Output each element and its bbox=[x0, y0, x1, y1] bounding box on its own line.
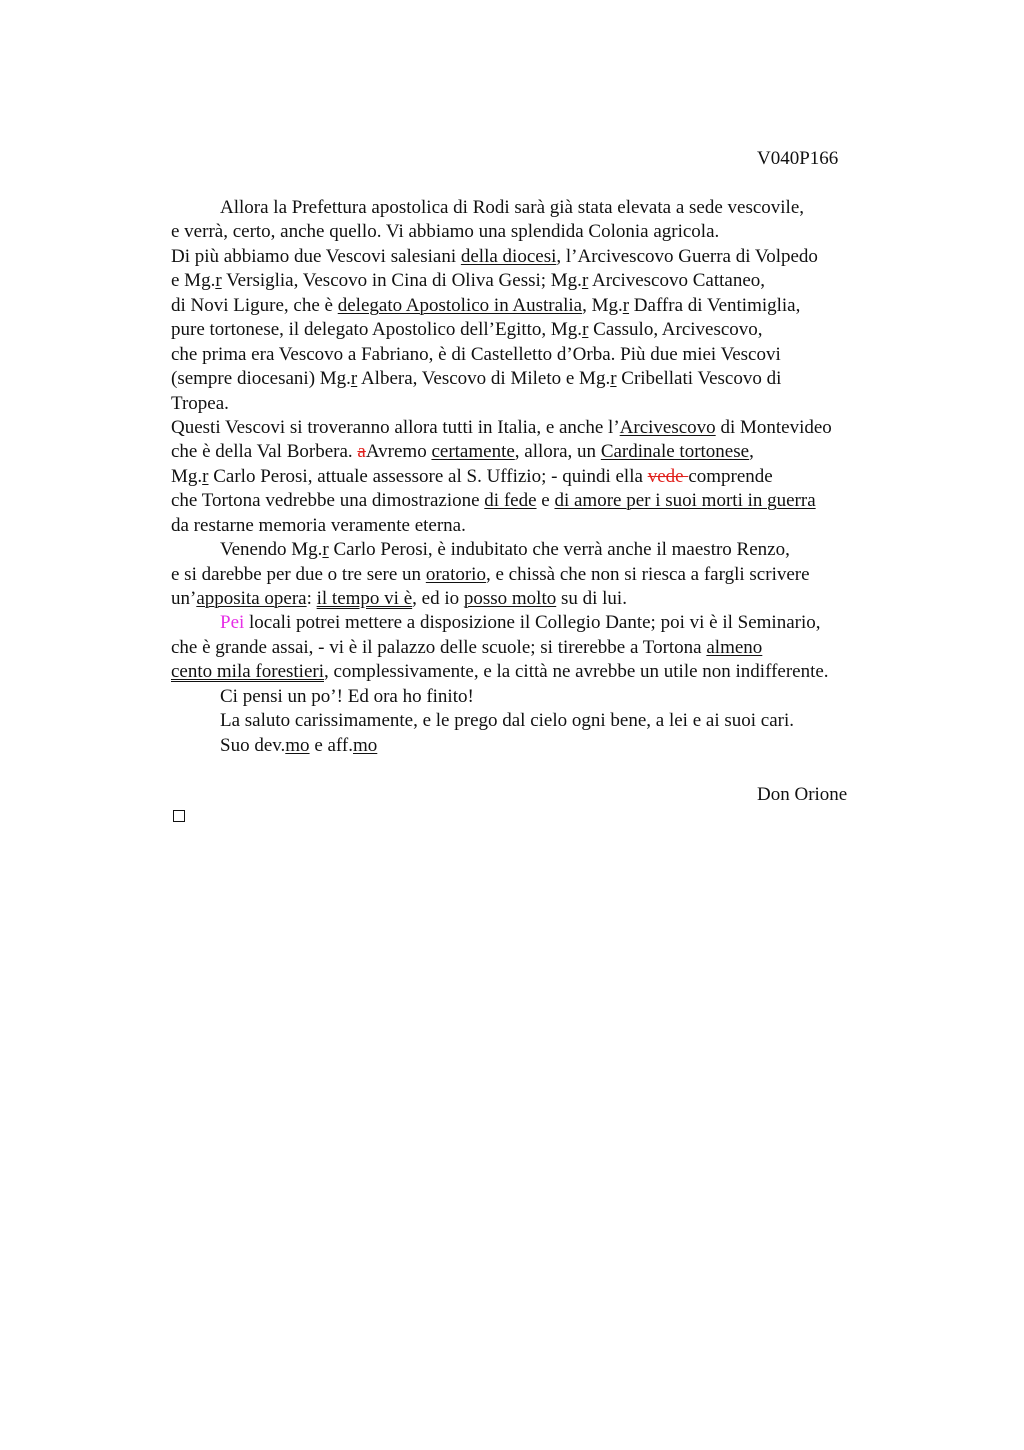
text-run: La saluto carissimamente, e le prego dal cielo ogni bene, a lei e ai suoi cari. bbox=[220, 710, 794, 732]
text-line bbox=[171, 660, 911, 684]
underlined-text: certamente bbox=[431, 441, 515, 463]
text-line bbox=[171, 220, 911, 244]
text-run: Mg. bbox=[171, 465, 203, 487]
text-run: , e chissà che non si riesca a fargli scrivere bbox=[485, 563, 810, 585]
text-run: un’ bbox=[171, 588, 197, 609]
text-run: Daffra di Ventimiglia, bbox=[629, 294, 801, 316]
signature: Don Orione bbox=[757, 784, 848, 805]
text-run: di Novi Ligure, che è bbox=[171, 294, 338, 316]
underlined-text: apposita opera bbox=[196, 588, 307, 609]
text-run: Arcivescovo Cattaneo, bbox=[588, 270, 766, 292]
letter-body bbox=[171, 196, 911, 758]
underlined-text: almeno bbox=[706, 636, 763, 658]
text-line bbox=[171, 416, 911, 440]
text-run: e Mg. bbox=[171, 270, 216, 292]
text-run: Cribellati Vescovo di bbox=[616, 368, 782, 390]
text-run: , complessivamente, e la città ne avrebbe un utile non indifferente. bbox=[324, 661, 829, 683]
text-run: che è grande assai, - vi è il palazzo delle scuole; si tirerebbe a Tortona bbox=[171, 636, 707, 658]
text-run: , Mg. bbox=[582, 294, 623, 316]
text-line bbox=[171, 538, 911, 562]
underlined-text: Arcivescovo bbox=[619, 416, 716, 438]
text-run: Ci pensi un po’! Ed ora ho finito! bbox=[220, 685, 474, 707]
underlined-text: posso molto bbox=[463, 588, 557, 609]
text-line bbox=[171, 392, 911, 416]
underlined-text: r bbox=[202, 465, 209, 487]
text-line bbox=[171, 611, 911, 635]
underlined-text: della diocesi bbox=[460, 245, 557, 267]
underlined-text: mo bbox=[285, 734, 310, 756]
text-run: Allora la Prefettura apostolica di Rodi sarà già stata elevata a sede vescovile, bbox=[220, 197, 805, 218]
underlined-text: di amore per i suoi morti in guerra bbox=[554, 490, 816, 512]
underlined-text: r bbox=[622, 294, 630, 316]
text-run: e aff. bbox=[309, 734, 353, 756]
text-line bbox=[171, 440, 911, 464]
text-run: , ed io bbox=[412, 588, 464, 609]
text-run: che prima era Vescovo a Fabriano, è di Castelletto d’Orba. Più due miei Vescovi bbox=[171, 343, 781, 365]
text-line bbox=[171, 318, 911, 342]
text-run: Cassulo, Arcivescovo, bbox=[588, 319, 763, 341]
text-line bbox=[171, 514, 911, 538]
text-line bbox=[171, 685, 911, 709]
text-run: Carlo Perosi, è indubitato che verrà anche il maestro Renzo, bbox=[328, 539, 790, 561]
text-run: Venendo Mg. bbox=[220, 539, 323, 561]
text-line bbox=[171, 587, 911, 611]
text-run: Avremo bbox=[365, 441, 432, 463]
text-run: e bbox=[536, 490, 555, 512]
text-line bbox=[171, 269, 911, 293]
text-line bbox=[171, 343, 911, 367]
underlined-text: mo bbox=[353, 734, 378, 756]
text-run: comprende bbox=[688, 465, 773, 487]
text-run: locali potrei mettere a disposizione il Collegio Dante; poi vi è il Seminario, bbox=[244, 612, 821, 634]
underlined-text: r bbox=[581, 270, 589, 292]
underlined-text: r bbox=[582, 319, 589, 341]
text-run: e verrà, certo, anche quello. Vi abbiamo una splendida Colonia agricola. bbox=[171, 221, 720, 243]
text-run: che Tortona vedrebbe una dimostrazione bbox=[171, 490, 485, 512]
double-underlined-text: cento mila forestieri bbox=[171, 661, 324, 683]
text-run: , l’Arcivescovo Guerra di Volpedo bbox=[556, 245, 818, 267]
underlined-text: Cardinale tortonese bbox=[600, 441, 750, 463]
underlined-text: di fede bbox=[484, 490, 537, 512]
square-icon bbox=[173, 810, 185, 822]
text-line bbox=[171, 196, 911, 220]
text-line bbox=[171, 636, 911, 660]
text-run: da restarne memoria veramente eterna. bbox=[171, 514, 466, 536]
text-run: (sempre diocesani) Mg. bbox=[171, 368, 351, 390]
text-run: di Montevideo bbox=[715, 416, 832, 438]
text-line bbox=[171, 709, 911, 733]
text-line bbox=[171, 734, 911, 758]
text-run: Versiglia, Vescovo in Cina di Oliva Gessi; Mg. bbox=[221, 270, 582, 292]
text-run: , allora, un bbox=[514, 441, 601, 463]
highlighted-text: Pei bbox=[220, 612, 245, 634]
underlined-text: r bbox=[322, 539, 329, 561]
text-run: Tropea. bbox=[171, 392, 229, 414]
struck-text: vede bbox=[647, 465, 689, 487]
text-line bbox=[171, 489, 911, 513]
double-underlined-text: il tempo vi è bbox=[316, 588, 413, 609]
text-run: : bbox=[306, 588, 317, 609]
text-run: Di più abbiamo due Vescovi salesiani bbox=[171, 245, 461, 267]
text-run: che è della Val Borbera. bbox=[171, 441, 358, 463]
text-run: Questi Vescovi si troveranno allora tutti in Italia, e anche l’ bbox=[171, 416, 620, 438]
underlined-text: r bbox=[610, 368, 617, 390]
text-run: Albera, Vescovo di Mileto e Mg. bbox=[357, 368, 611, 390]
text-line bbox=[171, 563, 911, 587]
struck-text: a bbox=[357, 441, 366, 463]
text-run: e si darebbe per due o tre sere un bbox=[171, 563, 426, 585]
text-line bbox=[171, 294, 911, 318]
text-line bbox=[171, 465, 911, 489]
underlined-text: r bbox=[350, 368, 358, 390]
text-run: Carlo Perosi, attuale assessore al S. Uffizio; - quindi ella bbox=[208, 465, 648, 487]
text-run: su di lui. bbox=[556, 588, 627, 609]
text-line bbox=[171, 367, 911, 391]
underlined-text: oratorio bbox=[425, 563, 486, 585]
text-line bbox=[171, 245, 911, 269]
underlined-text: r bbox=[215, 270, 222, 292]
text-run: pure tortonese, il delegato Apostolico dell’Egitto, Mg. bbox=[171, 319, 583, 341]
text-run: , bbox=[749, 441, 754, 463]
underlined-text: delegato Apostolico in Australia bbox=[337, 294, 583, 316]
page-id: V040P166 bbox=[757, 148, 839, 169]
text-run: Suo dev. bbox=[220, 734, 286, 756]
